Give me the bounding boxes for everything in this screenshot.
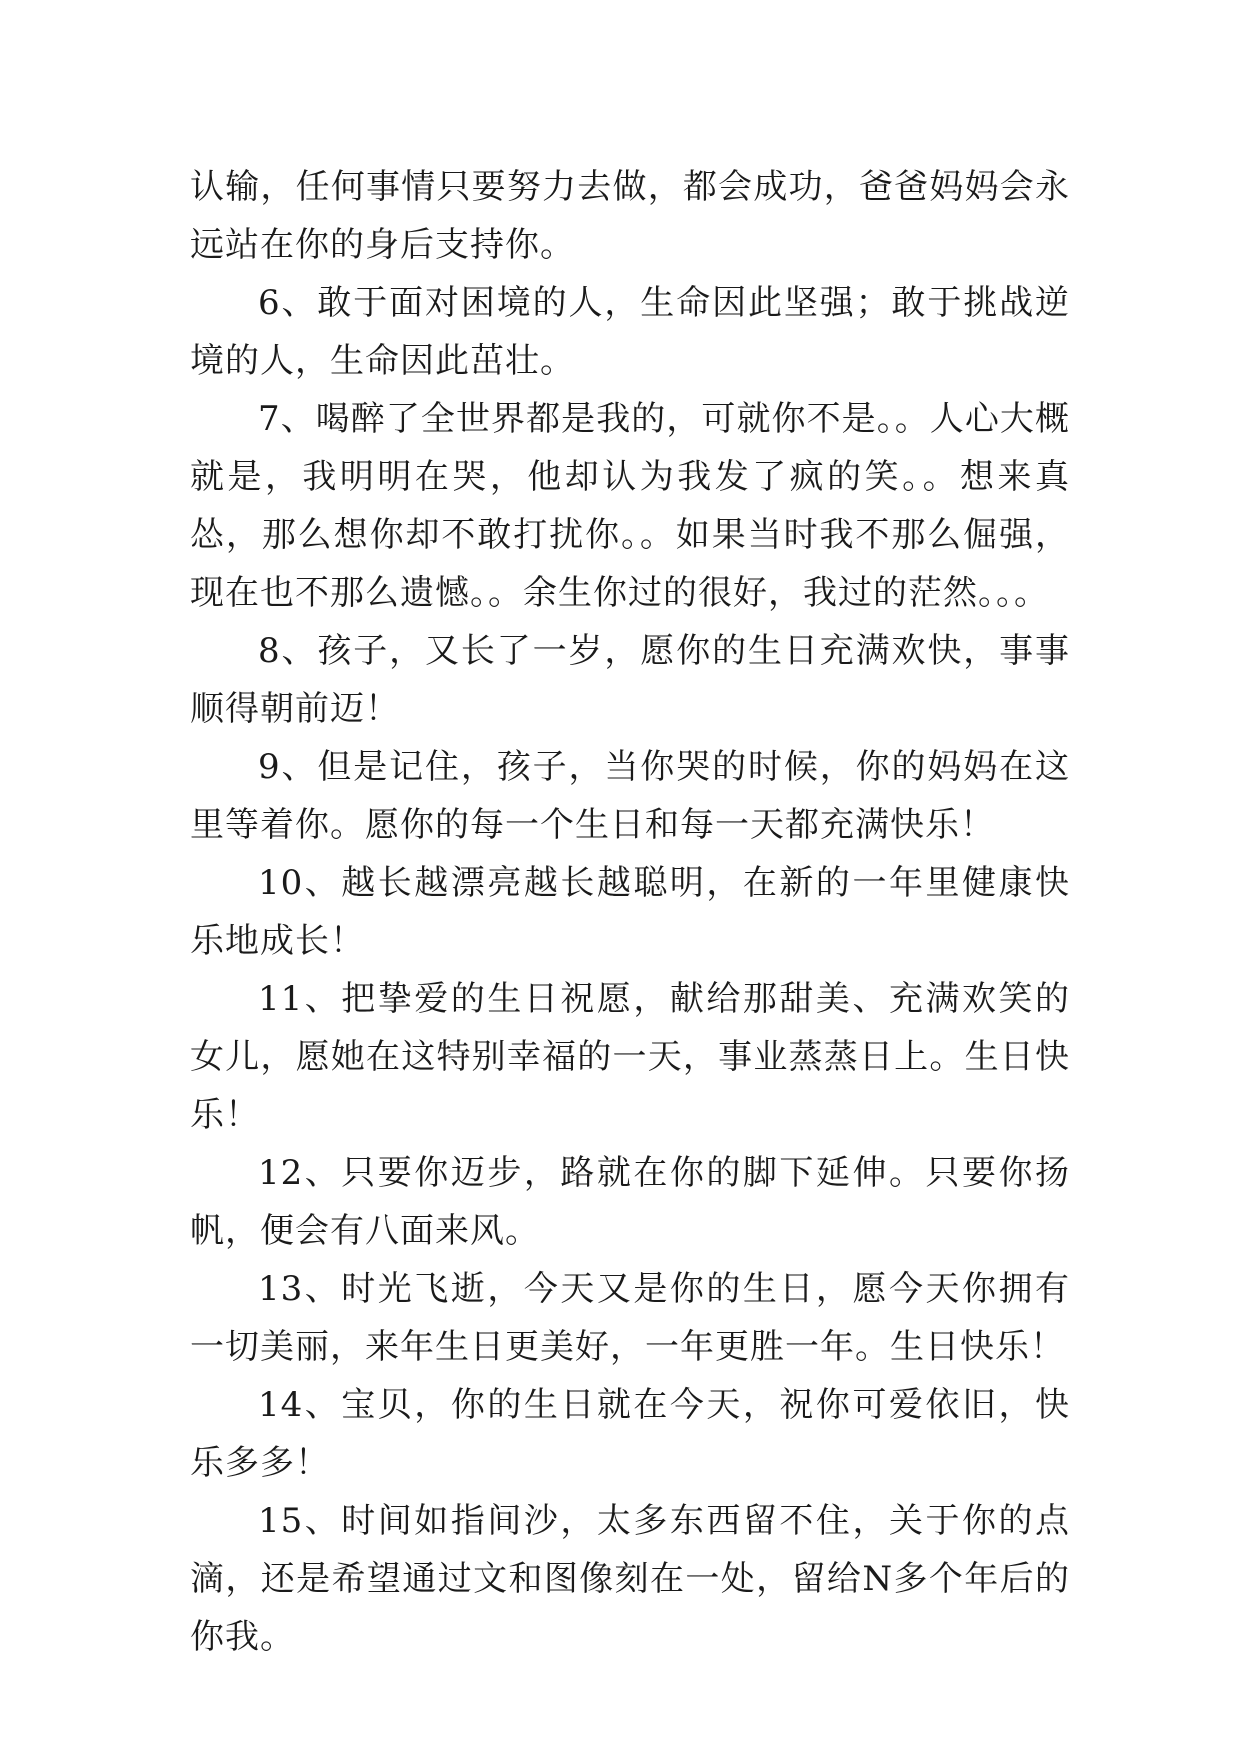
paragraph-item-9: 9、但是记住，孩子，当你哭的时候，你的妈妈在这里等着你。愿你的每一个生日和每一天都充满快乐！ <box>190 747 1070 845</box>
paragraph-item-11: 11、把挚爱的生日祝愿，献给那甜美、充满欢笑的女儿，愿她在这特别幸福的一天，事业蒸蒸日上。生日快乐！ <box>190 979 1070 1135</box>
paragraph-item-14: 14、宝贝，你的生日就在今天，祝你可爱依旧，快乐多多！ <box>190 1385 1070 1483</box>
paragraph-item-8: 8、孩子，又长了一岁，愿你的生日充满欢快，事事顺得朝前迈！ <box>190 631 1070 729</box>
paragraph-item-10: 10、越长越漂亮越长越聪明，在新的一年里健康快乐地成长！ <box>190 863 1070 961</box>
paragraph-item-15: 15、时间如指间沙，太多东西留不住，关于你的点滴，还是希望通过文和图像刻在一处，留给N多个年后的你我。 <box>190 1501 1070 1657</box>
paragraph-item-7: 7、喝醉了全世界都是我的，可就你不是。。人心大概就是，我明明在哭，他却认为我发了疯的笑。。想来真怂，那么想你却不敢打扰你。。如果当时我不那么倔强，现在也不那么遗憾。。余生你过的很好，我过的茫然。。。 <box>190 399 1070 613</box>
paragraph-item-12: 12、只要你迈步，路就在你的脚下延伸。只要你扬帆，便会有八面来风。 <box>190 1153 1070 1251</box>
paragraph-item-13: 13、时光飞逝，今天又是你的生日，愿今天你拥有一切美丽，来年生日更美好，一年更胜一年。生日快乐！ <box>190 1269 1070 1367</box>
paragraph-continuation: 认输，任何事情只要努力去做，都会成功，爸爸妈妈会永远站在你的身后支持你。 <box>190 167 1070 265</box>
document-body <box>190 158 1070 1666</box>
paragraph-item-6: 6、敢于面对困境的人，生命因此坚强；敢于挑战逆境的人，生命因此茁壮。 <box>190 283 1070 381</box>
